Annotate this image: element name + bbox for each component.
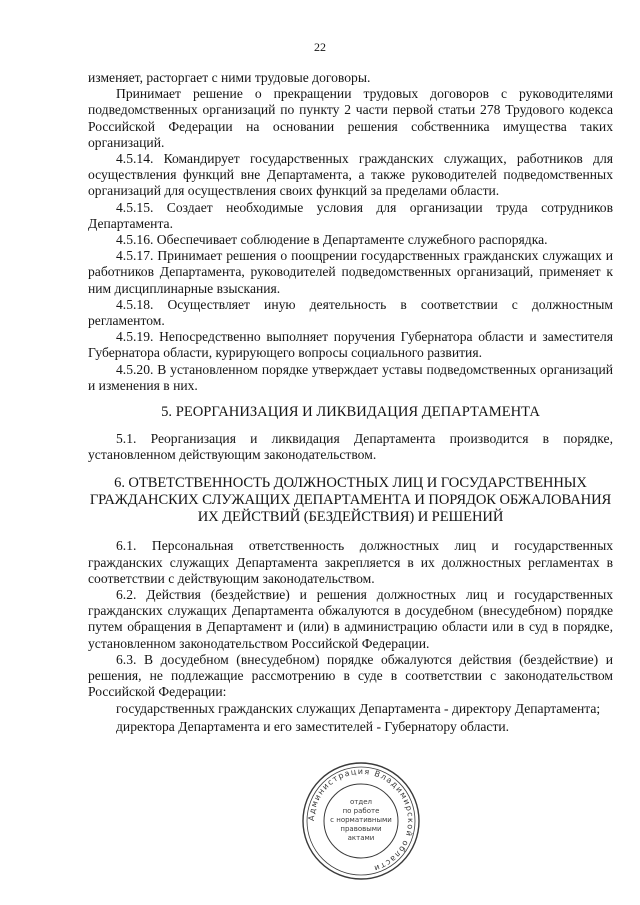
paragraph-4-5-16: 4.5.16. Обеспечивает соблюдение в Департаменте служебного распорядка. xyxy=(116,232,548,248)
paragraph: изменяет, расторгает с ними трудовые договоры. xyxy=(88,70,371,85)
paragraph-6-3-item-2: директора Департамента и его заместителей - Губернатору области. xyxy=(116,718,510,734)
paragraph-4-5-17: 4.5.17. Принимает решения о поощрении государственных гражданских служащих и работников Департамента, руководителей подведомственных организаций, применяет к ним дисциплинарные взыскания. xyxy=(88,248,613,296)
stamp-center-line: правовыми xyxy=(340,825,382,833)
stamp-center-line: отдел xyxy=(350,798,372,806)
stamp-center-line: актами xyxy=(347,834,375,842)
paragraph-4-5-18: 4.5.18. Осуществляет иную деятельность в соответствии с должностным регламентом. xyxy=(88,296,613,329)
stamp-center-line: с нормативными xyxy=(330,816,392,824)
paragraph: Принимает решение о прекращении трудовых договоров с руководителями подведомственных организаций по пункту 2 части первой статьи 278 Трудового кодекса Российской Федерации на основании решения собственника имущества таких организаций. xyxy=(88,86,613,150)
paragraph-4-5-14: 4.5.14. Командирует государственных гражданских служащих, работников для осуществления функций вне Департамента, а также руководителей подведомственных организаций для осуществления своих функций за пределами области. xyxy=(88,151,613,199)
paragraph-6-1: 6.1. Персональная ответственность должностных лиц и государственных гражданских служащих Департамента закрепляется в их должностных регламентах в соответствии с действующим законодательством. xyxy=(88,538,613,586)
paragraph-6-3: 6.3. В досудебном (внесудебном) порядке обжалуются действия (бездействие) и решения, не подлежащие рассмотрению в суде в соответствии с законодательством Российской Федерации: xyxy=(88,651,613,700)
stamp-ring-text: Администрация Владимирской области xyxy=(306,766,416,874)
official-seal-stamp xyxy=(300,760,422,882)
section-5-title: 5. РЕОРГАНИЗАЦИЯ И ЛИКВИДАЦИЯ ДЕПАРТАМЕНТА xyxy=(161,404,540,421)
paragraph-5-1: 5.1. Реорганизация и ликвидация Департамента производится в порядке, установленном действующим законодательством. xyxy=(88,431,613,463)
paragraph-6-3-item-1: государственных гражданских служащих Департамента - директору Департамента; xyxy=(116,700,601,716)
paragraph-6-2: 6.2. Действия (бездействие) и решения должностных лиц и государственных гражданских служащих Департамента обжалуются в досудебном (внесудебном) порядке путем обращения в Департамент и (или) в администрацию области или в суд в порядке, установленном законодательством Российской Федерации. xyxy=(88,587,613,651)
section-6-title: 6. ОТВЕТСТВЕННОСТЬ ДОЛЖНОСТНЫХ ЛИЦ И ГОСУДАРСТВЕННЫХ ГРАЖДАНСКИХ СЛУЖАЩИХ ДЕПАРТАМЕНТА И ПОРЯДОК ОБЖАЛОВАНИЯ ИХ ДЕЙСТВИЙ (БЕЗДЕЙСТВИЯ) И РЕШЕНИЙ xyxy=(89,475,612,526)
paragraph-4-5-20: 4.5.20. В установленном порядке утверждает уставы подведомственных организаций и изменения в них. xyxy=(88,361,613,393)
paragraph-4-5-19: 4.5.19. Непосредственно выполняет поручения Губернатора области и заместителя Губернатора области, курирующего вопросы социального развития. xyxy=(88,329,613,361)
document-body xyxy=(88,70,613,735)
stamp-center-line: по работе xyxy=(342,807,380,815)
paragraph-4-5-15: 4.5.15. Создает необходимые условия для организации труда сотрудников Департамента. xyxy=(88,199,613,231)
page-number: 22 xyxy=(314,40,326,54)
